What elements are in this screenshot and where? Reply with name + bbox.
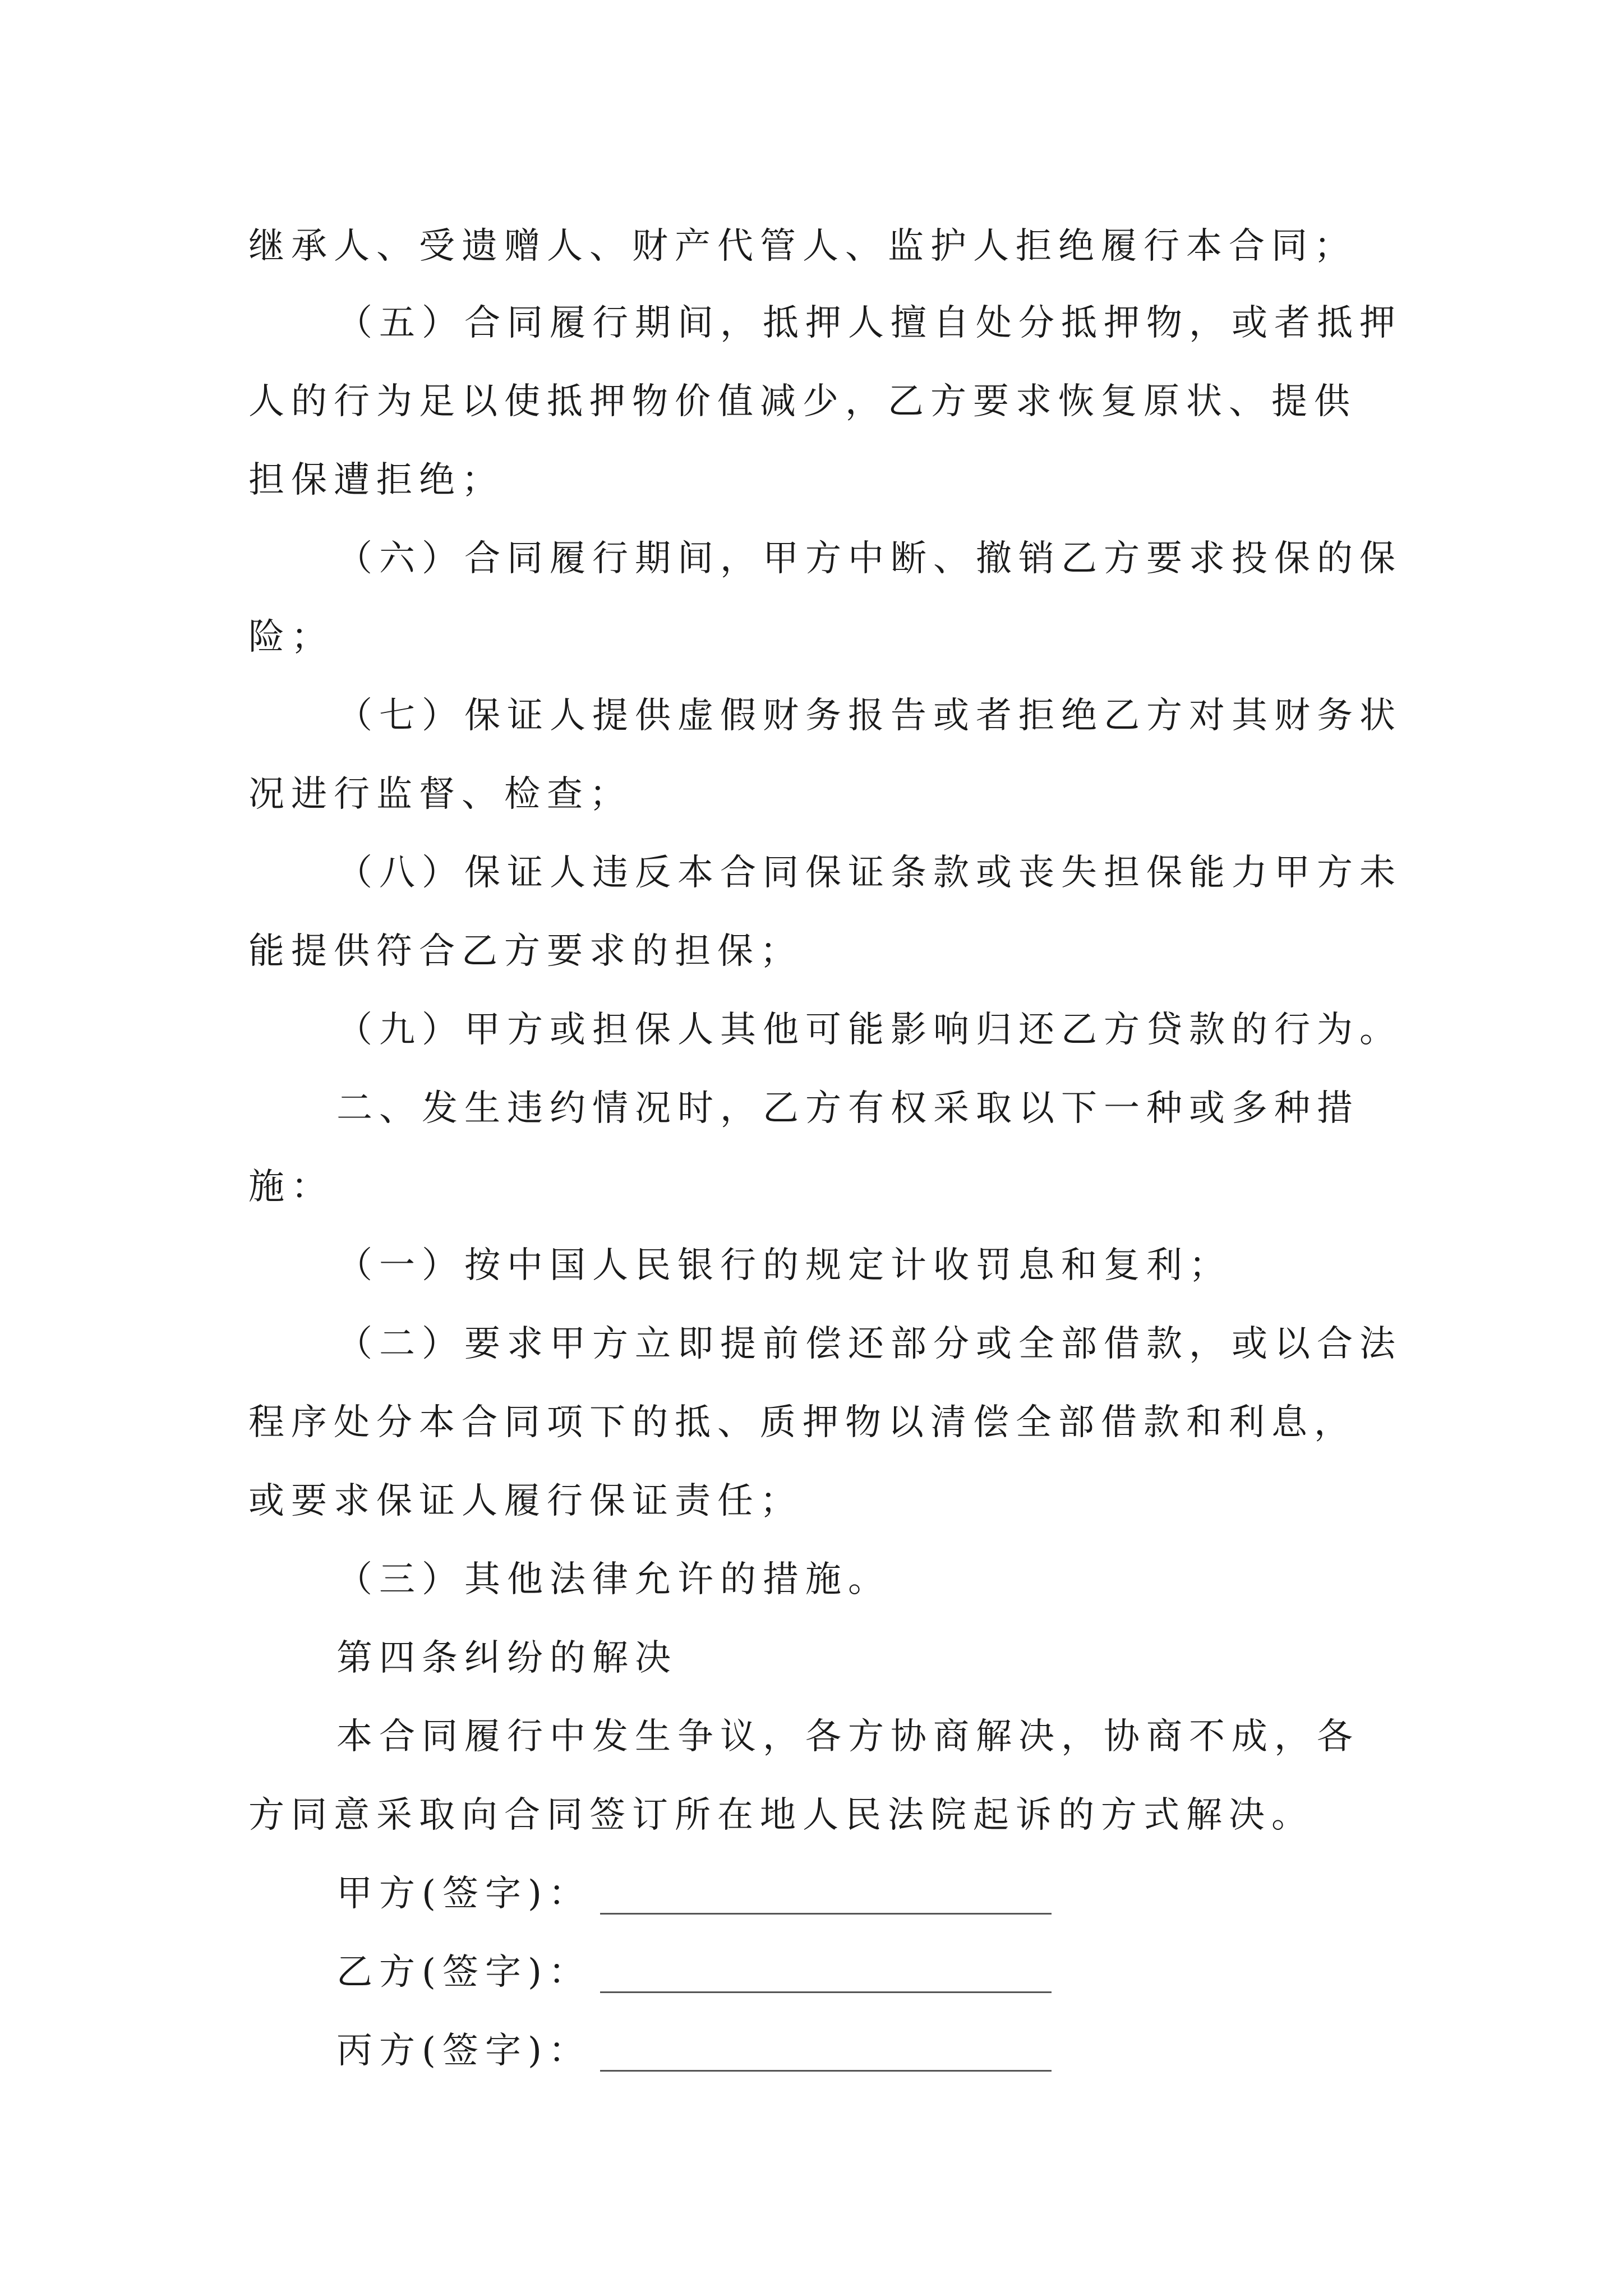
text-line: （八）保证人违反本合同保证条款或丧失担保能力甲方未 [336,852,1402,894]
section-heading: 第四条纠纷的解决 [336,1637,677,1679]
text-line: 担保遭拒绝； [248,459,504,501]
text-line: 方同意采取向合同签订所在地人民法院起诉的方式解决。 [248,1795,1314,1836]
text-line: （二）要求甲方立即提前偿还部分或全部借款，或以合法 [336,1323,1402,1365]
text-line: 本合同履行中发生争议，各方协商解决，协商不成，各 [336,1716,1359,1757]
text-line: （五）合同履行期间，抵押人擅自处分抵押物，或者抵押 [336,302,1402,344]
text-line: 险； [248,616,334,658]
text-line: （九）甲方或担保人其他可能影响归还乙方贷款的行为。 [336,1009,1402,1051]
text-line: 程序处分本合同项下的抵、质押物以清偿全部借款和利息， [248,1402,1357,1443]
text-line: （七）保证人提供虚假财务报告或者拒绝乙方对其财务状 [336,695,1402,737]
text-line: 况进行监督、检查； [248,774,632,815]
text-line: 能提供符合乙方要求的担保； [248,931,803,972]
text-line: 继承人、受遗赠人、财产代管人、监护人拒绝履行本合同； [248,226,1357,267]
signature-label-party-c: 丙方(签字)： [336,2030,591,2072]
signature-label-party-b: 乙方(签字)： [336,1952,591,1993]
signature-field-party-a[interactable] [600,1913,1052,1915]
text-line: 人的行为足以使抵押物价值减少，乙方要求恢复原状、提供 [248,381,1357,422]
text-line: （一）按中国人民银行的规定计收罚息和复利； [336,1245,1232,1286]
signature-field-party-c[interactable] [600,2070,1052,2072]
text-line: 二、发生违约情况时，乙方有权采取以下一种或多种措 [336,1088,1359,1129]
text-line: 或要求保证人履行保证责任； [248,1480,803,1522]
text-line: 施： [248,1166,334,1208]
text-line: （三）其他法律允许的措施。 [336,1559,891,1600]
text-line: （六）合同履行期间，甲方中断、撤销乙方要求投保的保 [336,538,1402,579]
signature-field-party-b[interactable] [600,1991,1052,1993]
signature-label-party-a: 甲方(签字)： [336,1873,591,1915]
